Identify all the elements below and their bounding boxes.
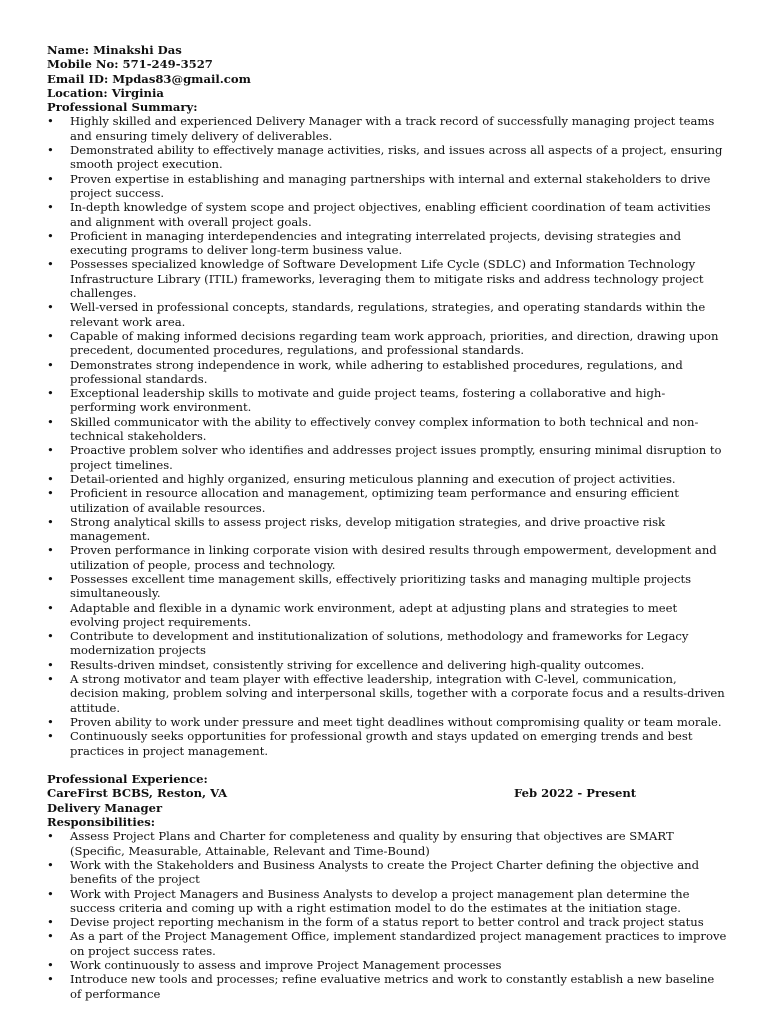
summary-item: • Proficient in resource allocation and management, optimizing team performance and ensuring efficient utilization of available resources. [47,486,727,515]
summary-item: • Proficient in managing interdependencies and integrating interrelated projects, devising strategies and executing programs to deliver long-term business value. [47,229,727,258]
contact-location: Location: Virginia [47,85,164,100]
summary-item: • Proven ability to work under pressure and meet tight deadlines without compromising quality or team morale. [47,715,727,729]
responsibility-item: • Introduce new tools and processes; refine evaluative metrics and work to constantly establish a new baseline of performance [47,972,727,1001]
summary-item: • Proven expertise in establishing and managing partnerships with internal and external stakeholders to drive project success. [47,172,727,201]
summary-item: • Contribute to development and institutionalization of solutions, methodology and frameworks for Legacy modernization projects [47,629,727,658]
summary-item: • Continuously seeks opportunities for professional growth and stays updated on emerging trends and best practices in project management. [47,729,727,758]
employment-dates: Feb 2022 - Present [514,786,637,801]
summary-heading: Professional Summary: [47,100,198,115]
job-title: Delivery Manager [47,800,163,815]
summary-item: • Highly skilled and experienced Delivery Manager with a track record of successfully managing project teams and ensuring timely delivery of deliverables. [47,114,727,143]
contact-name: Name: Minakshi Das [47,43,182,57]
summary-item: • Results-driven mindset, consistently striving for excellence and delivering high-quality outcomes. [47,658,727,672]
summary-item: • A strong motivator and team player with effective leadership, integration with C-level, communication, decision making, problem solving and interpersonal skills, together with a corporate focus and a results-driven attitude. [47,672,727,715]
summary-item: • Well-versed in professional concepts, standards, regulations, strategies, and operating standards within the relevant work area. [47,300,727,329]
responsibility-item: • As a part of the Project Management Office, implement standardized project management practices to improve on project success rates. [47,929,727,958]
summary-item: • Possesses excellent time management skills, effectively prioritizing tasks and managing multiple projects simultaneously. [47,572,727,601]
summary-item: • Demonstrated ability to effectively manage activities, risks, and issues across all aspects of a project, ensuring smooth project execution. [47,143,727,172]
responsibility-item: • Assess Project Plans and Charter for completeness and quality by ensuring that objectives are SMART (Specific, Measurable, Attainable, Relevant and Time-Bound) [47,829,727,858]
summary-item: • In-depth knowledge of system scope and project objectives, enabling efficient coordination of team activities and alignment with overall project goals. [47,200,727,229]
company-row [47,786,727,800]
experience-heading: Professional Experience: [47,772,208,787]
responsibility-item: • Work with the Stakeholders and Business Analysts to create the Project Charter defining the objective and benefits of the project [47,858,727,887]
summary-item: • Detail-oriented and highly organized, ensuring meticulous planning and execution of project activities. [47,472,727,486]
summary-item: • Proven performance in linking corporate vision with desired results through empowerment, development and utilization of people, process and technology. [47,543,727,572]
responsibility-item: • Work continuously to assess and improve Project Management processes [47,958,727,972]
summary-item: • Skilled communicator with the ability to effectively convey complex information to both technical and non-technical stakeholders. [47,415,727,444]
responsibilities-list [47,829,727,1001]
summary-item: • Capable of making informed decisions regarding team work approach, priorities, and direction, drawing upon precedent, documented procedures, regulations, and professional standards. [47,329,727,358]
responsibilities-heading: Responsibilities: [47,815,156,830]
company-name: CareFirst BCBS, Reston, VA [47,786,228,801]
contact-mobile: Mobile No: 571-249-3527 [47,57,213,72]
summary-item: • Adaptable and flexible in a dynamic work environment, adept at adjusting plans and strategies to meet evolving project requirements. [47,601,727,630]
summary-item: • Possesses specialized knowledge of Software Development Life Cycle (SDLC) and Information Technology Infrastructure Library (ITIL) frameworks, leveraging them to mitigate risks and address technology project challenges. [47,257,727,300]
summary-item: • Strong analytical skills to assess project risks, develop mitigation strategies, and drive proactive risk management. [47,515,727,544]
resume-page [47,43,727,1001]
responsibility-item: • Devise project reporting mechanism in the form of a status report to better control and track project status [47,915,727,929]
summary-list [47,114,727,757]
responsibility-item: • Work with Project Managers and Business Analysts to develop a project management plan determine the success criteria and coming up with a right estimation model to do the estimates at the initiation stage. [47,887,727,916]
contact-email: Email ID: Mpdas83@gmail.com [47,71,251,86]
summary-item: • Proactive problem solver who identifies and addresses project issues promptly, ensuring minimal disruption to project timelines. [47,443,727,472]
section-spacer [47,758,727,772]
summary-item: • Demonstrates strong independence in work, while adhering to established procedures, regulations, and professional standards. [47,358,727,387]
summary-item: • Exceptional leadership skills to motivate and guide project teams, fostering a collaborative and high-performing work environment. [47,386,727,415]
